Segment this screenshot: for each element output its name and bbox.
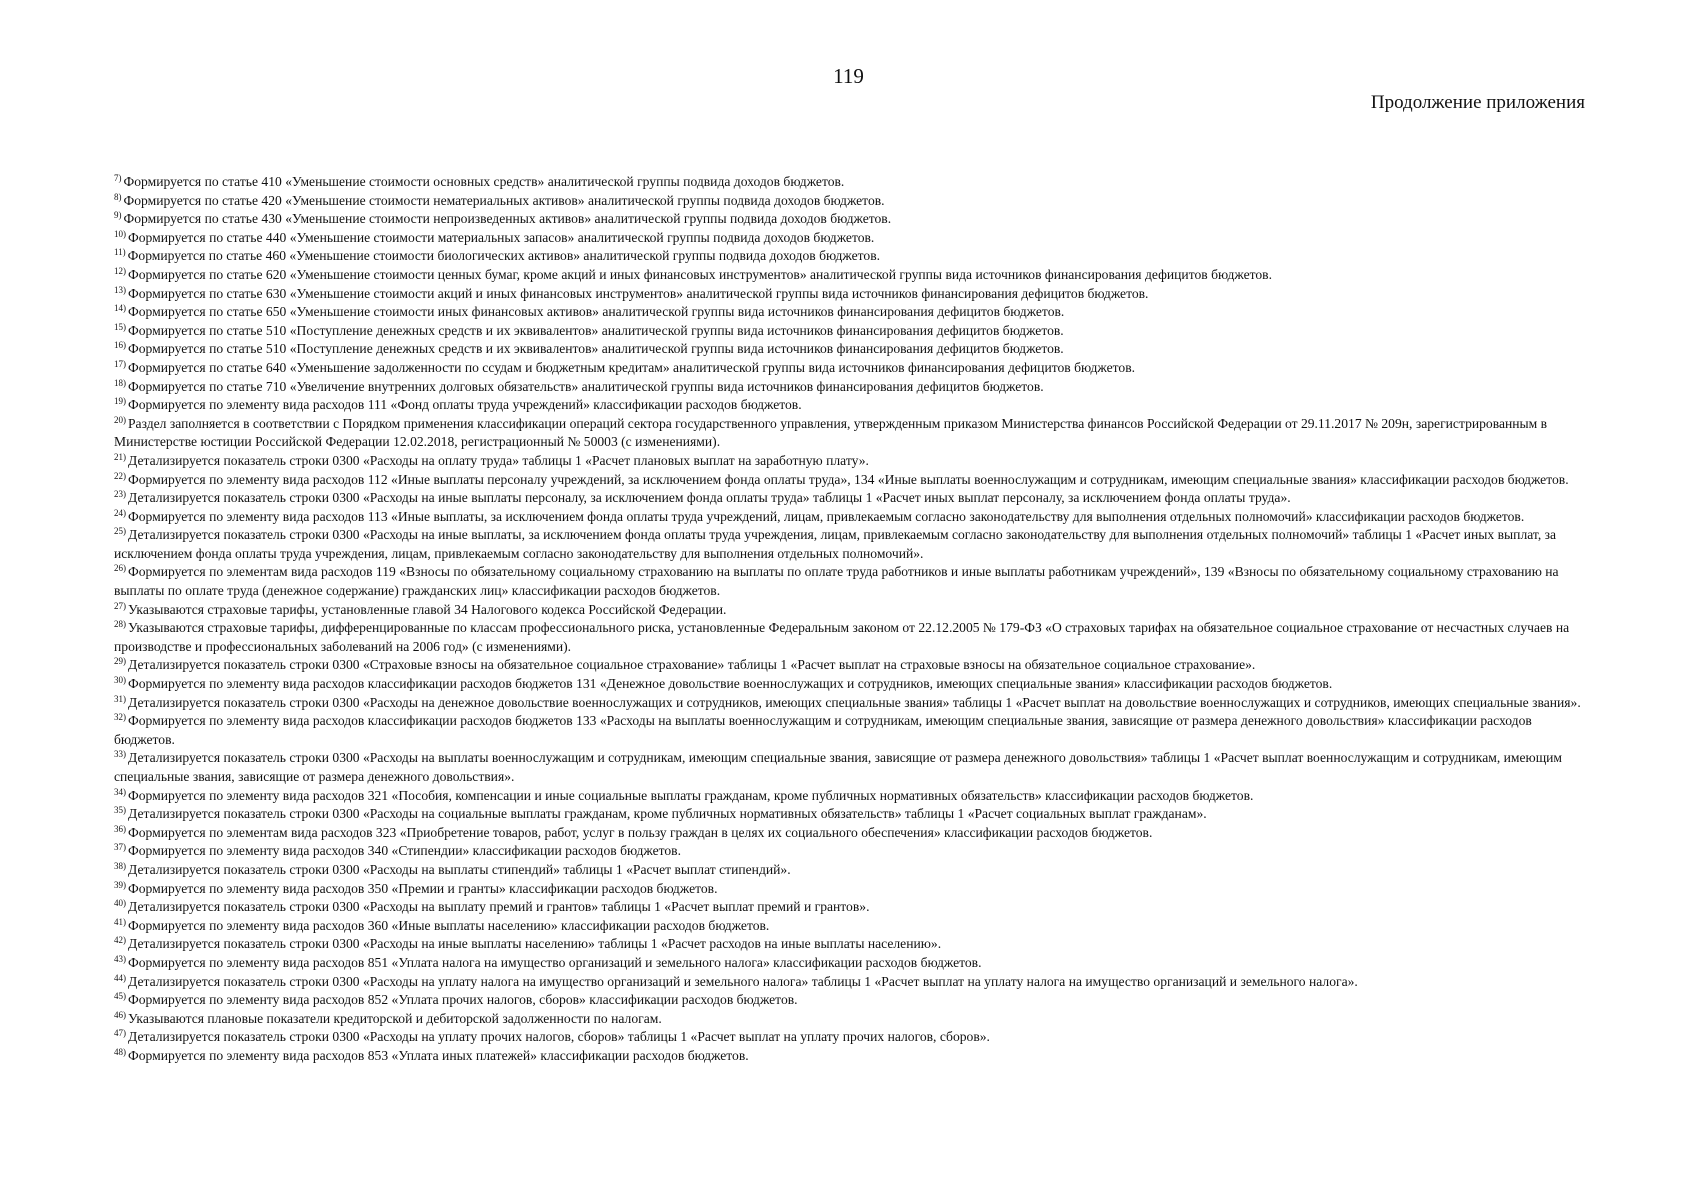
- appendix-continuation-label: Продолжение приложения: [1370, 92, 1585, 113]
- footnote-text: Формируется по статье 620 «Уменьшение стоимости ценных бумаг, кроме акций и иных финансовых инструментов» аналитической группы вида источников финансирования дефицитов бюджетов.: [128, 266, 1272, 282]
- footnote-mark: 8): [114, 191, 122, 202]
- footnote-text: Формируется по статье 510 «Поступление денежных средств и их эквивалентов» аналитической группы вида источников финансирования дефицитов бюджетов.: [128, 322, 1064, 338]
- footnote-text: Детализируется показатель строки 0300 «Расходы на денежное довольствие военнослужащих и сотрудников, имеющих специальные звания» таблицы 1 «Расчет выплат на довольствие военнослужащих и сотрудников, имеющих специальные звания».: [128, 694, 1581, 710]
- footnote: [114, 861, 1584, 880]
- footnote-mark: 11): [114, 247, 126, 258]
- footnote: [114, 508, 1584, 527]
- footnote: [114, 787, 1584, 806]
- footnote: [114, 935, 1584, 954]
- footnote-mark: 25): [114, 526, 126, 537]
- footnote-text: Формируется по элементу вида расходов 321 «Пособия, компенсации и иные социальные выплаты гражданам, кроме публичных нормативных обязательств» классификации расходов бюджетов.: [128, 787, 1254, 803]
- footnote-text: Детализируется показатель строки 0300 «Расходы на иные выплаты, за исключением фонда оплаты труда учреждения, лицам, привлекаемым согласно законодательству для выполнения отдельных полномочий» таблицы 1 «Расчет иных выплат, за исключением фонда оплаты труда учреждения, лицам, привлекаемым согласно законодательству для выполнения отдельных полномочий».: [114, 527, 1557, 561]
- footnote: [114, 619, 1584, 656]
- footnote-mark: 36): [114, 823, 126, 834]
- footnote-text: Формируется по элементу вида расходов 113 «Иные выплаты, за исключением фонда оплаты труда учреждений, лицам, привлекаемым согласно законодательству для выполнения отдельных полномочий» классификации расходов бюджетов.: [128, 508, 1525, 524]
- footnote-mark: 31): [114, 693, 126, 704]
- footnote-text: Указываются страховые тарифы, установленные главой 34 Налогового кодекса Российской Федерации.: [128, 601, 727, 617]
- footnote: [114, 210, 1584, 229]
- footnote: [114, 489, 1584, 508]
- footnote-text: Формируется по статье 650 «Уменьшение стоимости иных финансовых активов» аналитической группы вида источников финансирования дефицитов бюджетов.: [128, 304, 1065, 320]
- footnote-mark: 19): [114, 396, 126, 407]
- footnote-mark: 16): [114, 340, 126, 351]
- footnote-mark: 44): [114, 972, 126, 983]
- footnote-text: Формируется по статье 710 «Увеличение внутренних долговых обязательств» аналитической группы вида источников финансирования дефицитов бюджетов.: [128, 378, 1044, 394]
- footnote-mark: 48): [114, 1046, 126, 1057]
- footnotes-list: [114, 173, 1584, 1066]
- footnote-mark: 45): [114, 991, 126, 1002]
- footnote-mark: 28): [114, 619, 126, 630]
- footnote-text: Детализируется показатель строки 0300 «Расходы на выплаты стипендий» таблицы 1 «Расчет выплат стипендий».: [128, 861, 791, 877]
- footnote: [114, 303, 1584, 322]
- footnote-mark: 9): [114, 210, 122, 221]
- footnote-text: Детализируется показатель строки 0300 «Расходы на оплату труда» таблицы 1 «Расчет плановых выплат на заработную плату».: [128, 452, 869, 468]
- footnote-mark: 22): [114, 470, 126, 481]
- footnote: [114, 898, 1584, 917]
- footnote: [114, 526, 1584, 563]
- footnote-mark: 30): [114, 675, 126, 686]
- footnote-text: Формируется по статье 440 «Уменьшение стоимости материальных запасов» аналитической группы подвида доходов бюджетов.: [128, 229, 875, 245]
- footnote: [114, 247, 1584, 266]
- footnote: [114, 378, 1584, 397]
- footnote-text: Формируется по элементам вида расходов 323 «Приобретение товаров, работ, услуг в пользу граждан в целях их социального обеспечения» классификации расходов бюджетов.: [128, 824, 1153, 840]
- footnote: [114, 749, 1584, 786]
- footnote: [114, 359, 1584, 378]
- footnote-mark: 23): [114, 489, 126, 500]
- footnote-text: Формируется по статье 460 «Уменьшение стоимости биологических активов» аналитической группы подвида доходов бюджетов.: [127, 248, 881, 264]
- footnote: [114, 601, 1584, 620]
- footnote: [114, 285, 1584, 304]
- footnote: [114, 563, 1584, 600]
- footnote-mark: 42): [114, 935, 126, 946]
- footnote-text: Указываются плановые показатели кредиторской и дебиторской задолженности по налогам.: [128, 1010, 662, 1026]
- footnote-mark: 46): [114, 1009, 126, 1020]
- footnote: [114, 824, 1584, 843]
- footnote: [114, 415, 1584, 452]
- footnote: [114, 192, 1584, 211]
- footnote-mark: 20): [114, 414, 126, 425]
- footnote-text: Детализируется показатель строки 0300 «Страховые взносы на обязательное социальное страхование» таблицы 1 «Расчет выплат на страховые взносы на обязательное социальное страхование».: [128, 657, 1256, 673]
- footnote-text: Детализируется показатель строки 0300 «Расходы на выплату премий и грантов» таблицы 1 «Расчет выплат премий и грантов».: [128, 899, 870, 915]
- footnote-mark: 43): [114, 953, 126, 964]
- footnote: [114, 396, 1584, 415]
- footnote: [114, 656, 1584, 675]
- footnote: [114, 1028, 1584, 1047]
- footnote-text: Формируется по статье 630 «Уменьшение стоимости акций и иных финансовых инструментов» аналитической группы вида источников финансирования дефицитов бюджетов.: [128, 285, 1149, 301]
- footnote: [114, 322, 1584, 341]
- footnote-mark: 18): [114, 377, 126, 388]
- footnote: [114, 173, 1584, 192]
- footnote: [114, 266, 1584, 285]
- footnote-mark: 7): [114, 173, 122, 183]
- footnote-text: Формируется по статье 420 «Уменьшение стоимости нематериальных активов» аналитической группы подвида доходов бюджетов.: [123, 192, 885, 208]
- footnote-mark: 10): [114, 228, 126, 239]
- footnote-mark: 35): [114, 805, 126, 816]
- footnote-text: Формируется по элементам вида расходов 119 «Взносы по обязательному социальному страхованию на выплаты по оплате труда работников и иные выплаты работникам учреждений», 139 «Взносы по обязательному социальному страхованию на выплаты по оплате труда (денежное содержание) гражданских лиц» классификации расходов бюджетов.: [114, 564, 1559, 599]
- footnote-text: Формируется по элементу вида расходов 853 «Уплата иных платежей» классификации расходов бюджетов.: [128, 1047, 749, 1063]
- footnote-text: Формируется по статье 640 «Уменьшение задолженности по ссудам и бюджетным кредитам» аналитической группы вида источников финансирования дефицитов бюджетов.: [128, 359, 1136, 375]
- footnote: [114, 842, 1584, 861]
- footnote-mark: 47): [114, 1028, 126, 1039]
- footnote-text: Формируется по элементу вида расходов 112 «Иные выплаты персоналу учреждений, за исключением фонда оплаты труда», 134 «Иные выплаты военнослужащим и сотрудникам, имеющим специальные звания» классификации расходов бюджетов.: [128, 471, 1569, 487]
- footnote: [114, 973, 1584, 992]
- footnote-text: Детализируется показатель строки 0300 «Расходы на иные выплаты населению» таблицы 1 «Расчет расходов на иные выплаты населению».: [128, 936, 942, 952]
- footnote-mark: 17): [114, 358, 126, 369]
- footnote-mark: 26): [114, 563, 126, 574]
- footnote-mark: 29): [114, 656, 126, 667]
- footnote: [114, 471, 1584, 490]
- footnote-mark: 12): [114, 265, 126, 276]
- footnote-mark: 21): [114, 451, 126, 462]
- footnote-text: Детализируется показатель строки 0300 «Расходы на иные выплаты персоналу, за исключением фонда оплаты труда» таблицы 1 «Расчет иных выплат персоналу, за исключением фонда оплаты труда».: [128, 490, 1291, 506]
- footnote: [114, 805, 1584, 824]
- footnote-text: Формируется по элементу вида расходов 350 «Премии и гранты» классификации расходов бюджетов.: [128, 880, 718, 896]
- footnote-text: Детализируется показатель строки 0300 «Расходы на уплату прочих налогов, сборов» таблицы 1 «Расчет выплат на уплату прочих налогов, сборов».: [128, 1029, 990, 1045]
- footnote-mark: 13): [114, 284, 126, 295]
- footnote-text: Детализируется показатель строки 0300 «Расходы на социальные выплаты гражданам, кроме публичных нормативных обязательств» таблицы 1 «Расчет социальных выплат гражданам».: [128, 806, 1207, 822]
- footnote-text: Формируется по элементу вида расходов 340 «Стипендии» классификации расходов бюджетов.: [128, 843, 682, 859]
- footnote: [114, 991, 1584, 1010]
- footnote: [114, 694, 1584, 713]
- footnote-mark: 32): [114, 712, 126, 723]
- footnote-text: Формируется по статье 410 «Уменьшение стоимости основных средств» аналитической группы подвида доходов бюджетов.: [123, 174, 845, 189]
- footnote-text: Детализируется показатель строки 0300 «Расходы на уплату налога на имущество организаций и земельного налога» таблицы 1 «Расчет выплат на уплату налога на имущество организаций и земельного налога».: [128, 973, 1358, 989]
- footnote: [114, 880, 1584, 899]
- footnote-mark: 24): [114, 507, 126, 518]
- footnote-mark: 27): [114, 600, 126, 611]
- footnote-text: Формируется по статье 510 «Поступление денежных средств и их эквивалентов» аналитической группы вида источников финансирования дефицитов бюджетов.: [128, 341, 1064, 357]
- footnote-text: Раздел заполняется в соответствии с Порядком применения классификации операций сектора государственного управления, утвержденным приказом Министерства финансов Российской Федерации от 29.11.2017 № 209н, зарегистрированным в Министерстве юстиции Российской Федерации 12.02.2018, регистрационный № 50003 (с изменениями).: [114, 415, 1548, 450]
- footnote-text: Формируется по элементу вида расходов 852 «Уплата прочих налогов, сборов» классификации расходов бюджетов.: [128, 992, 798, 1008]
- footnote-mark: 41): [114, 916, 126, 927]
- footnote-mark: 37): [114, 842, 126, 853]
- footnote-mark: 39): [114, 879, 126, 890]
- footnote: [114, 1047, 1584, 1066]
- footnote-mark: 15): [114, 321, 126, 332]
- footnote-text: Формируется по элементу вида расходов 360 «Иные выплаты населению» классификации расходов бюджетов.: [128, 917, 770, 933]
- footnote-text: Формируется по элементу вида расходов классификации расходов бюджетов 133 «Расходы на выплаты военнослужащим и сотрудникам, имеющим специальные звания, зависящие от размера денежного довольствия» классификации расходов бюджетов.: [114, 713, 1532, 747]
- footnote: [114, 452, 1584, 471]
- footnote-text: Указываются страховые тарифы, дифференцированные по классам профессионального риска, установленные Федеральным законом от 22.12.2005 № 179-ФЗ «О страховых тарифах на обязательное социальное страхование от несчастных случаев на производстве и профессиональных заболеваний на 2006 год» (с изменениями).: [114, 620, 1570, 654]
- footnote-text: Формируется по элементу вида расходов классификации расходов бюджетов 131 «Денежное довольствие военнослужащих и сотрудников, имеющих специальные звания» классификации расходов бюджетов.: [128, 676, 1333, 692]
- page-number: 119: [833, 64, 864, 88]
- footnote: [114, 340, 1584, 359]
- footnote: [114, 954, 1584, 973]
- footnote-mark: 33): [114, 749, 126, 760]
- footnote-text: Формируется по элементу вида расходов 851 «Уплата налога на имущество организаций и земельного налога» классификации расходов бюджетов.: [128, 954, 982, 970]
- footnote-mark: 34): [114, 786, 126, 797]
- footnote: [114, 917, 1584, 936]
- footnote-mark: 40): [114, 898, 126, 909]
- footnote-mark: 38): [114, 860, 126, 871]
- footnote-text: Формируется по статье 430 «Уменьшение стоимости непроизведенных активов» аналитической группы подвида доходов бюджетов.: [123, 211, 892, 227]
- footnote-text: Детализируется показатель строки 0300 «Расходы на выплаты военнослужащим и сотрудникам, имеющим специальные звания, зависящие от размера денежного довольствия» таблицы 1 «Расчет выплат военнослужащим и сотрудникам, имеющим специальные звания, зависящие от размера денежного довольствия».: [114, 750, 1563, 784]
- footnote: [114, 675, 1584, 694]
- footnote: [114, 1010, 1584, 1029]
- footnote-mark: 14): [114, 303, 126, 314]
- footnote: [114, 712, 1584, 749]
- footnote-text: Формируется по элементу вида расходов 111 «Фонд оплаты труда учреждений» классификации расходов бюджетов.: [128, 397, 802, 413]
- footnote: [114, 229, 1584, 248]
